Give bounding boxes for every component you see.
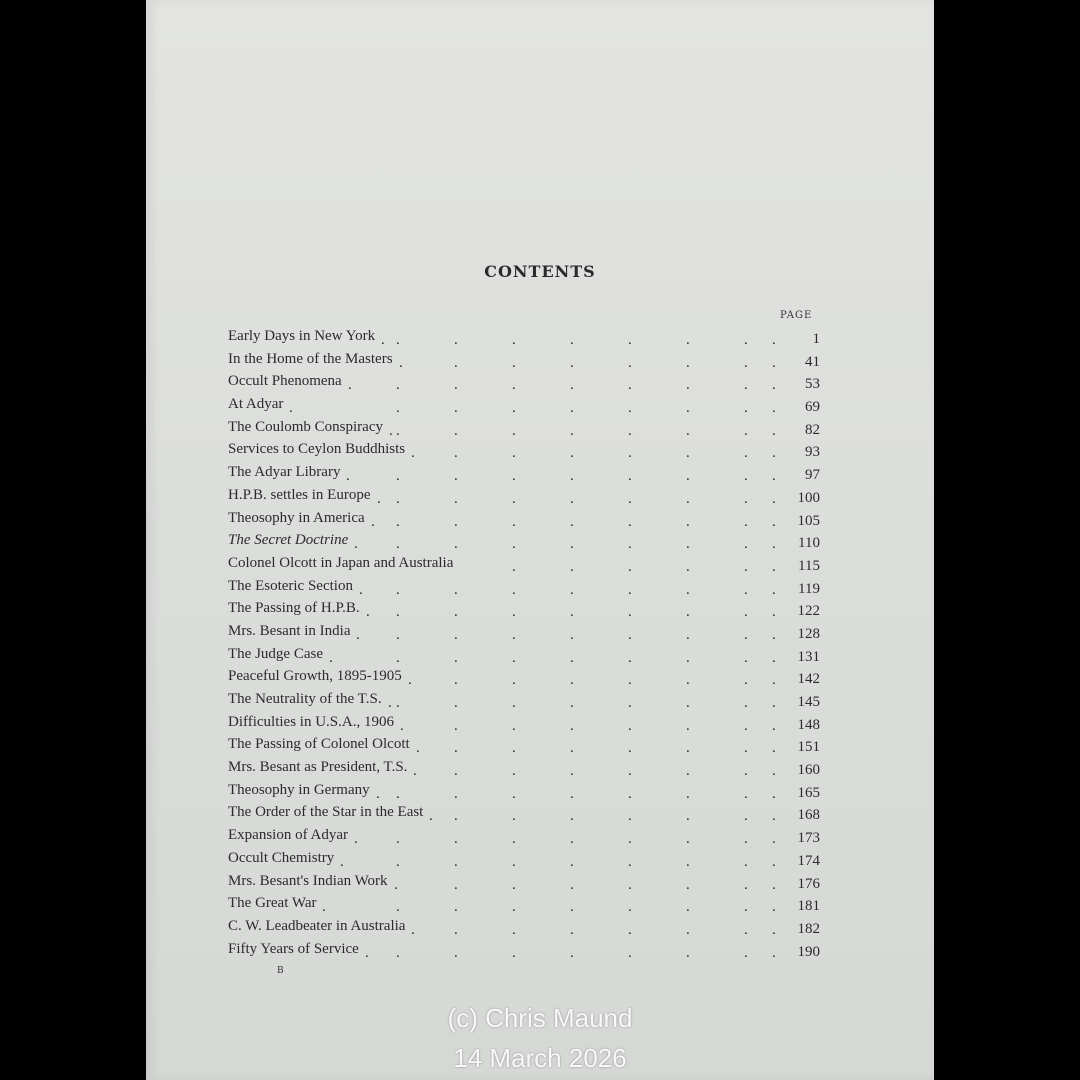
toc-entry: [228, 416, 820, 439]
toc-entry-title: The Coulomb Conspiracy: [228, 418, 383, 435]
leader-dots: . . . . . . . .: [399, 354, 776, 371]
toc-entry: [228, 393, 820, 416]
table-of-contents: [228, 325, 820, 960]
toc-entry: [228, 484, 820, 507]
leader-dots: . . . . . . . . .: [366, 604, 776, 621]
toc-entry: [228, 801, 820, 824]
toc-entry: [228, 507, 820, 530]
toc-entry-page: 145: [797, 694, 820, 710]
signature-mark: B: [277, 966, 284, 976]
toc-entry-title: Colonel Olcott in Japan and Australia: [228, 554, 454, 571]
toc-entry: [228, 870, 820, 893]
leader-dots: . . . . . . . .: [413, 763, 776, 780]
toc-entry-title: Mrs. Besant in India: [228, 622, 351, 639]
toc-entry-title: The Judge Case: [228, 645, 323, 662]
toc-entry: [228, 575, 820, 598]
toc-entry-page: 165: [797, 784, 820, 801]
toc-entry-title: Expansion of Adyar: [228, 827, 348, 844]
toc-entry-page: 119: [798, 580, 820, 597]
toc-entry: [228, 643, 820, 666]
toc-entry-title: The Order of the Star in the East: [228, 804, 424, 821]
toc-entry: [228, 461, 820, 484]
toc-entry-page: 131: [797, 648, 820, 665]
toc-entry: [228, 552, 820, 575]
toc-entry-title: Mrs. Besant as President, T.S.: [228, 759, 408, 776]
toc-entry: [228, 370, 820, 393]
leader-dots: . . . . . . . . .: [359, 581, 776, 598]
page-title: CONTENTS: [484, 262, 596, 281]
toc-entry: [228, 915, 820, 938]
leader-dots: . . . . . . . .: [394, 876, 776, 893]
toc-entry-title: The Great War: [228, 895, 317, 912]
toc-entry-page: 181: [797, 898, 820, 915]
toc-entry-page: 190: [797, 943, 820, 960]
toc-entry-page: 148: [797, 716, 820, 733]
toc-entry-title: Theosophy in Germany: [228, 781, 370, 798]
toc-entry-page: 151: [797, 739, 820, 756]
toc-entry-title: The Adyar Library: [228, 464, 341, 481]
toc-entry-title: At Adyar: [228, 396, 284, 413]
leader-dots: . . . . . . . . .: [289, 400, 776, 417]
toc-entry: [228, 847, 820, 870]
watermark-date: 14 March 2026: [453, 1043, 627, 1073]
leader-dots: . . . . . . . . .: [371, 513, 776, 530]
toc-entry-title: In the Home of the Masters: [228, 350, 393, 367]
toc-entry-page: 173: [797, 830, 820, 847]
page-column-label: PAGE: [780, 310, 813, 321]
leader-dots: . . . . . . . . .: [381, 332, 776, 348]
leader-dots: . . . . . . . .: [416, 740, 776, 757]
toc-entry-title: H.P.B. settles in Europe: [228, 486, 371, 503]
watermark-copyright: (c) Chris Maund: [447, 1003, 633, 1033]
toc-entry: [228, 688, 820, 711]
leader-dots: . . . . . . . .: [411, 445, 776, 462]
toc-entry: [228, 620, 820, 643]
toc-entry-title: Occult Phenomena: [228, 373, 342, 390]
toc-entry-title: The Neutrality of the T.S.: [228, 691, 382, 707]
toc-entry: [228, 892, 820, 915]
toc-entry-title: The Passing of H.P.B.: [228, 600, 360, 617]
leader-dots: . . . . . . . . .: [389, 422, 776, 439]
toc-entry-page: 82: [805, 421, 820, 438]
toc-entry-page: 1: [812, 331, 820, 347]
toc-entry-page: 53: [805, 376, 820, 393]
toc-entry-title: Early Days in New York: [228, 328, 376, 344]
toc-entry: [228, 779, 820, 802]
toc-entry: [228, 733, 820, 756]
leader-dots: . . . . . . . . .: [348, 377, 776, 394]
leader-dots: . . . . . . . . .: [346, 468, 776, 485]
toc-entry: [228, 665, 820, 688]
toc-entry: [228, 824, 820, 847]
toc-entry-page: 182: [797, 920, 820, 937]
toc-entry: [228, 348, 820, 371]
leader-dots: . . . . . .: [512, 558, 776, 575]
leader-dots: . . . . . . . . .: [388, 695, 776, 711]
toc-entry-page: 105: [797, 512, 820, 529]
leader-dots: . . . . . . . . .: [354, 831, 776, 848]
toc-entry: [228, 325, 820, 348]
toc-entry-page: 122: [797, 603, 820, 620]
toc-entry-page: 110: [798, 535, 820, 552]
toc-entry-title: The Esoteric Section: [228, 577, 353, 594]
toc-entry-page: 93: [805, 444, 820, 461]
leader-dots: . . . . . . . . .: [354, 536, 776, 553]
leader-dots: . . . . . . . . .: [376, 785, 776, 802]
leader-dots: . . . . . . . .: [400, 717, 776, 734]
toc-entry-page: 97: [805, 467, 820, 484]
leader-dots: . . . . . . . . .: [340, 853, 776, 870]
toc-entry: [228, 529, 820, 552]
toc-entry: [228, 597, 820, 620]
leader-dots: . . . . . . . . .: [365, 944, 776, 961]
book-page: [146, 0, 934, 1080]
toc-entry-page: 160: [797, 762, 820, 779]
toc-entry-title: Occult Chemistry: [228, 849, 335, 866]
leader-dots: . . . . . . . . .: [356, 626, 776, 643]
toc-entry-page: 100: [797, 489, 820, 506]
toc-entry-title: Fifty Years of Service: [228, 940, 359, 957]
toc-entry-page: 168: [797, 807, 820, 824]
toc-entry-title: C. W. Leadbeater in Australia: [228, 917, 406, 934]
toc-entry: [228, 438, 820, 461]
toc-entry-title: Mrs. Besant's Indian Work: [228, 872, 388, 889]
toc-entry-page: 174: [797, 852, 820, 869]
toc-entry-page: 176: [797, 875, 820, 892]
toc-entry-title: Peaceful Growth, 1895-1905: [228, 668, 402, 685]
toc-entry: [228, 938, 820, 961]
toc-entry-title: Difficulties in U.S.A., 1906: [228, 713, 394, 730]
toc-entry-title: Services to Ceylon Buddhists: [228, 441, 406, 458]
leader-dots: . . . . . . . .: [408, 672, 776, 689]
toc-entry-page: 115: [798, 557, 820, 574]
toc-entry-page: 41: [805, 353, 820, 370]
toc-entry-page: 128: [797, 625, 820, 642]
toc-entry-title: The Secret Doctrine: [228, 532, 349, 549]
leader-dots: . . . . . . . . .: [322, 899, 776, 916]
leader-dots: . . . . . . . .: [429, 808, 776, 825]
toc-entry-title: Theosophy in America: [228, 509, 365, 526]
toc-entry-page: 142: [797, 671, 820, 688]
toc-entry-page: 69: [805, 399, 820, 416]
toc-entry-title: The Passing of Colonel Olcott: [228, 736, 410, 753]
leader-dots: . . . . . . . .: [411, 921, 776, 938]
toc-entry: [228, 756, 820, 779]
toc-entry: [228, 711, 820, 734]
leader-dots: . . . . . . . . .: [329, 649, 776, 666]
leader-dots: . . . . . . . . .: [377, 490, 776, 507]
